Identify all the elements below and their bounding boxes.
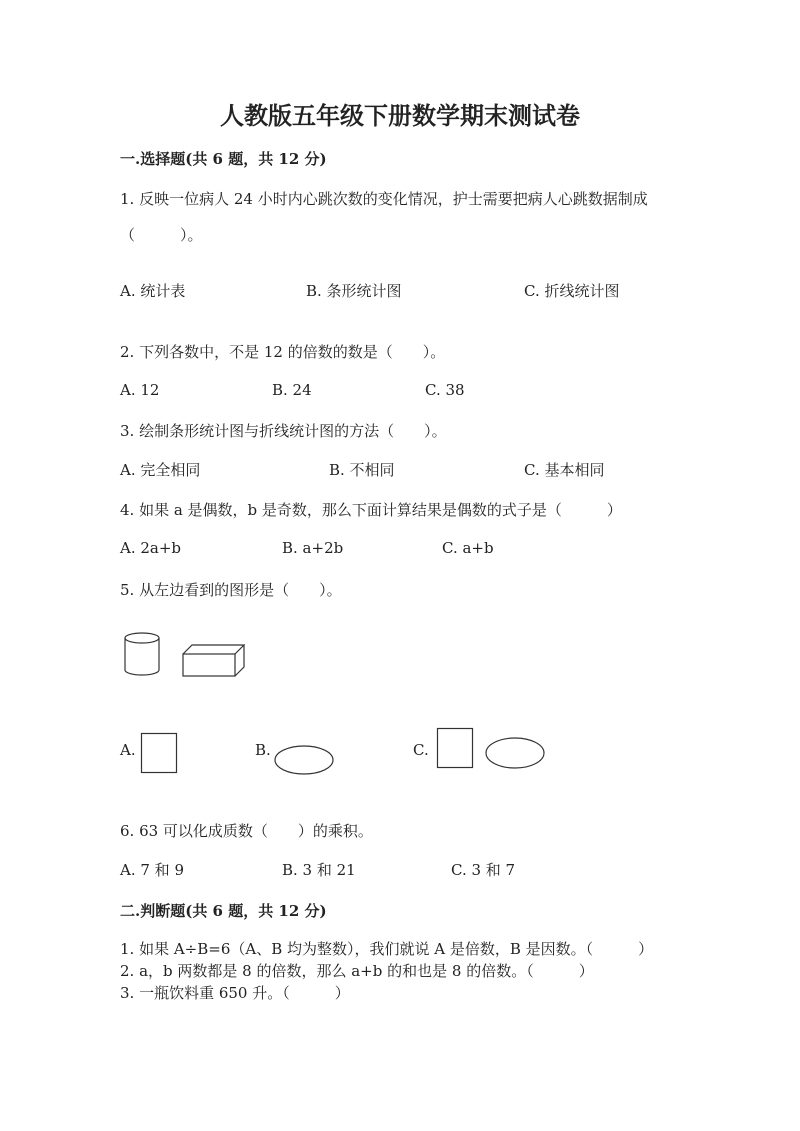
question-6-option-c: C. 3 和 7: [451, 861, 516, 879]
tf-question-1: 1. 如果 A÷B=6（A、B 均为整数），我们就说 A 是倍数，B 是因数。（ ）: [120, 940, 654, 958]
page-title: 人教版五年级下册数学期末测试卷: [220, 101, 580, 130]
question-6-text: 6. 63 可以化成质数（ ）的乘积。: [120, 822, 373, 840]
question-3-option-c: C. 基本相同: [524, 461, 605, 479]
section-heading-choice: 一.选择题(共 6 题，共 12 分): [120, 150, 327, 168]
question-1-option-b: B. 条形统计图: [306, 282, 402, 300]
question-2-text: 2. 下列各数中，不是 12 的倍数的数是（ ）。: [120, 343, 446, 361]
tf-question-3: 3. 一瓶饮料重 650 升。（ ）: [120, 984, 350, 1002]
question-6-option-b: B. 3 和 21: [282, 861, 356, 879]
question-2-option-b: B. 24: [272, 381, 312, 399]
tf-question-2: 2. a，b 两数都是 8 的倍数，那么 a+b 的和也是 8 的倍数。（ ）: [120, 962, 594, 980]
ellipse-shape: [486, 738, 544, 768]
question-4-text: 4. 如果 a 是偶数，b 是奇数，那么下面计算结果是偶数的式子是（ ）: [120, 501, 622, 519]
question-4-option-b: B. a+2b: [282, 539, 344, 557]
question-4-option-c: C. a+b: [442, 539, 494, 557]
question-1-option-a: A. 统计表: [120, 282, 186, 300]
question-5-option-a: A.: [120, 741, 136, 759]
question-3-option-a: A. 完全相同: [120, 461, 201, 479]
question-2-option-c: C. 38: [425, 381, 465, 399]
question-2-option-a: A. 12: [120, 381, 160, 399]
question-5-text: 5. 从左边看到的图形是（ ）。: [120, 581, 342, 599]
section-heading-true-false: 二.判断题(共 6 题，共 12 分): [120, 902, 327, 920]
question-5-option-c: C.: [413, 741, 429, 759]
question-6-option-a: A. 7 和 9: [120, 861, 184, 879]
question-1-text: 1. 反映一位病人 24 小时内心跳次数的变化情况，护士需要把病人心跳数据制成: [120, 190, 648, 208]
q5-option-b-ellipse: [273, 744, 335, 776]
question-4-option-a: A. 2a+b: [120, 539, 182, 557]
q5-option-c-figures: [437, 728, 547, 773]
cuboid-shape: [183, 645, 244, 676]
q5-option-a-rectangle: [141, 733, 177, 773]
cylinder-shape: [125, 633, 159, 675]
question-5-option-b: B.: [255, 741, 271, 759]
rectangle-shape: [438, 729, 473, 768]
q5-given-figure: [120, 630, 250, 682]
question-1-blank: （ ）。: [120, 226, 203, 244]
question-3-option-b: B. 不相同: [329, 461, 395, 479]
question-3-text: 3. 绘制条形统计图与折线统计图的方法（ ）。: [120, 422, 447, 440]
question-1-option-c: C. 折线统计图: [524, 282, 620, 300]
